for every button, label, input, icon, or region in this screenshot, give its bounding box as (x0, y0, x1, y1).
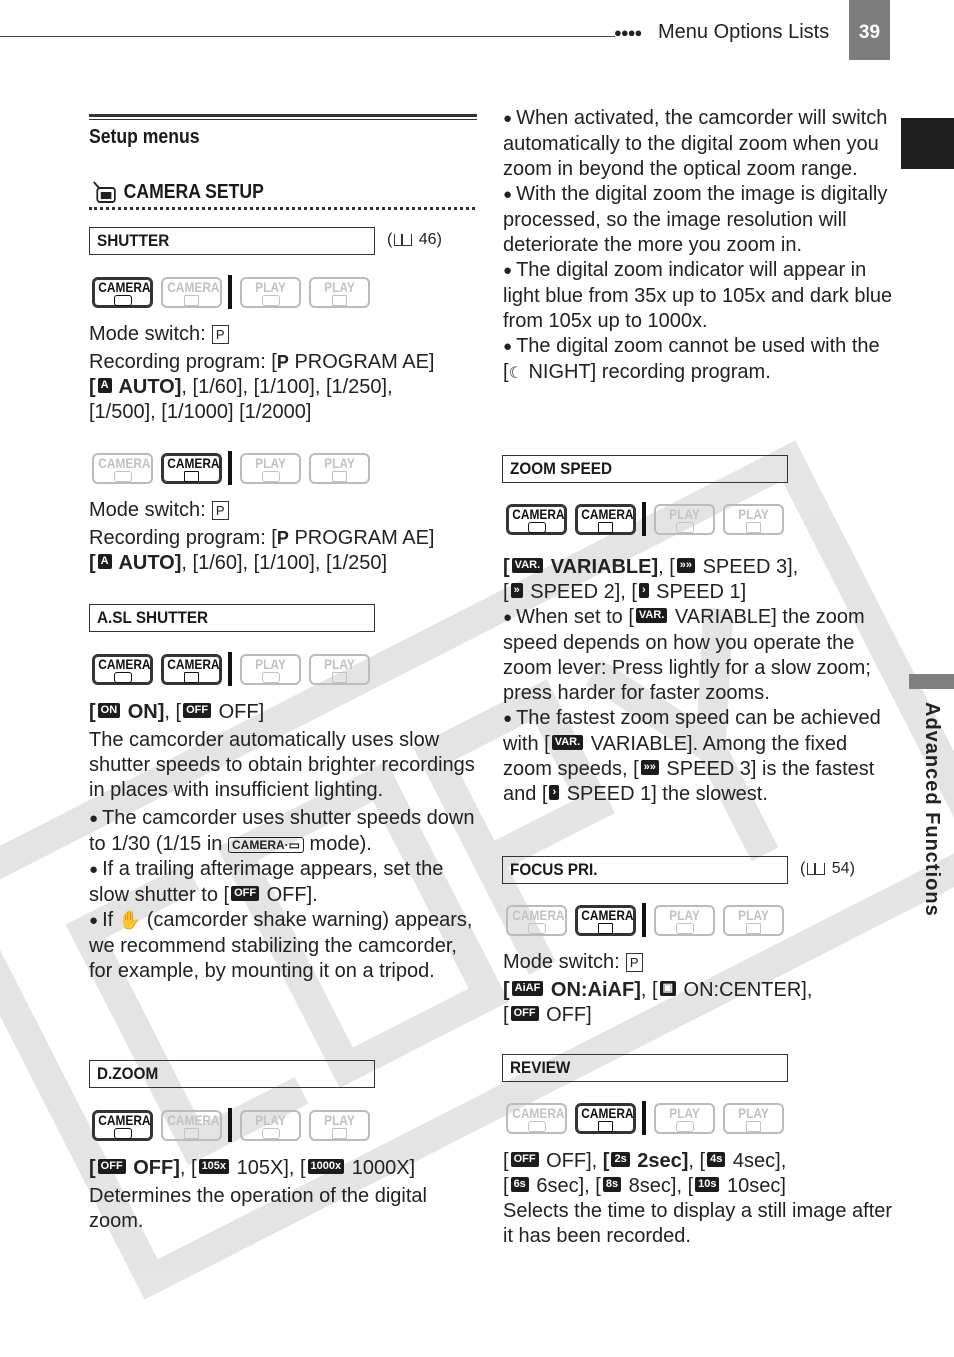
menu-item-zoom-speed: ZOOM SPEED (502, 455, 788, 483)
on-icon: ON (98, 703, 121, 718)
header-dots: ●●●● (614, 25, 642, 40)
shutter-block1: Mode switch: P Recording program: [P PROGRAM AE] [ A AUTO], [1/60], [1/100], [1/250], [1/500], [1/1000] [1/2000] (89, 323, 435, 423)
section-rule (89, 114, 477, 117)
focus-page-ref: ( 54) (800, 860, 855, 877)
side-tab-marker (901, 118, 954, 169)
section-title: Setup menus (89, 126, 200, 148)
program-p-icon: P (212, 325, 229, 344)
mode-camera-tape: CAMERA (92, 277, 153, 308)
side-tab-label: Advanced Functions (921, 702, 943, 917)
camera-setup-title: CAMERA SETUP (123, 180, 264, 203)
night-icon: ☾ (508, 365, 523, 382)
menu-item-dzoom: D.ZOOM (89, 1060, 375, 1088)
camera-card-mode-icon: CAMERA·▭ (228, 837, 304, 853)
aiaf-icon: AiAF (512, 981, 544, 996)
dzoom-bullets: ● When activated, the camcorder will switch automatically to the digital zoom when you zoom in beyond the optical zoom range. ● With the digital zoom the image is digitally processed, so the image resolution will deteriorate the more you zoom in. ● The digital zoom indicator will appear in light blue from 35x up to 105x and dark blue from 105x up to 1000x. ● The digital zoom cannot be used with the [☾ NIGHT] recording program. (503, 106, 893, 386)
mode-camera-card: CAMERA (161, 277, 222, 308)
mode-play-card: PLAY (309, 453, 370, 484)
header-rule (0, 36, 615, 37)
book-icon (394, 234, 412, 246)
mode-play-card: PLAY (309, 277, 370, 308)
mode-camera-card: CAMERA (161, 453, 222, 484)
side-tab-grey (909, 674, 954, 689)
mode-play-tape: PLAY (240, 453, 301, 484)
shutter-page-ref: ( 46) (387, 231, 442, 248)
variable-icon: VAR. (512, 558, 543, 573)
105x-icon: 105x (199, 1159, 229, 1174)
camera-setup-heading (92, 180, 264, 204)
auto-icon: A (98, 378, 112, 393)
asl-modes: CAMERA CAMERA PLAY PLAY (92, 652, 378, 686)
shake-warning-icon: ✋ (118, 910, 142, 930)
focus-text: Mode switch: P [ AiAF ON:AiAF], [ ▣ ON:CENTER], [ OFF OFF] (503, 951, 813, 1026)
speed2-icon: » (511, 583, 523, 598)
dzoom-modes: CAMERA CAMERA PLAY PLAY (92, 1108, 378, 1142)
dotted-divider (89, 207, 475, 210)
zoom-speed-modes: CAMERA CAMERA PLAY PLAY (506, 502, 792, 536)
menu-item-shutter: SHUTTER (89, 227, 375, 255)
speed1-icon: › (639, 583, 649, 598)
tape-icon (262, 295, 280, 306)
off-icon: OFF (183, 703, 211, 718)
1000x-icon: 1000x (308, 1159, 345, 1174)
dzoom-text: [ OFF OFF], [ 105x 105X], [ 1000x 1000X] Determines the operation of the digital zoom. (89, 1157, 427, 1232)
menu-item-asl-shutter: A.SL SHUTTER (89, 604, 375, 632)
shutter-modes-1 (92, 275, 378, 309)
section-rule-thin (89, 119, 477, 120)
mode-camera-tape: CAMERA (92, 453, 153, 484)
card-icon (184, 295, 199, 306)
shutter-modes-2 (92, 451, 378, 485)
header-title: Menu Options Lists (658, 21, 830, 43)
zoom-speed-text: [ VAR. VARIABLE], [ »» SPEED 3], [ » SPEED 2], [ › SPEED 1] ● When set to [ VAR. VARIABLE] the zoom speed depends on how you operate the zoom lever: Press lightly for a slow zoom; press harder for faster zooms. ● The fastest zoom speed can be achieved with [ VAR. VARIABLE]. Among the fixed zoom speeds, [ »» SPEED 3] is the fastest and [ › SPEED 1] the slowest. (503, 555, 893, 807)
mode-separator (228, 275, 232, 309)
menu-item-review: REVIEW (502, 1054, 788, 1082)
shutter-block2: Mode switch: P Recording program: [P PROGRAM AE] [ A AUTO], [1/60], [1/100], [1/250] (89, 499, 435, 574)
speed3-icon: »» (677, 558, 695, 573)
focus-modes: CAMERA CAMERA PLAY PLAY (506, 903, 792, 937)
menu-item-focus-pri: FOCUS PRI. (502, 856, 788, 884)
camera-setup-icon (92, 180, 117, 204)
mode-play-tape: PLAY (240, 277, 301, 308)
review-modes: CAMERA CAMERA PLAY PLAY (506, 1101, 792, 1135)
review-text: [ OFF OFF], [ 2s 2sec], [ 4s 4sec], [ 6s 6sec], [ 8s 8sec], [ 10s 10sec] Selects the time to display a still image after it has been recorded. (503, 1150, 893, 1247)
card-icon (332, 295, 347, 306)
tape-icon (114, 295, 132, 306)
page-number: 39 (849, 0, 890, 60)
asl-shutter-text: [ ON ON], [ OFF OFF] The camcorder automatically uses slow shutter speeds to obtain brighter recordings in places with insufficient lighting. ● The camcorder uses shutter speeds down to 1/30 (1/15 in CAMERA·▭ mode). ● If a trailing afterimage appears, set the slow shutter to [ OFF OFF]. ● If ✋ (camcorder shake warning) appears, we recommend stabilizing the camcorder, for example, by mounting it on a tripod. (89, 700, 479, 984)
center-focus-icon: ▣ (660, 981, 676, 996)
